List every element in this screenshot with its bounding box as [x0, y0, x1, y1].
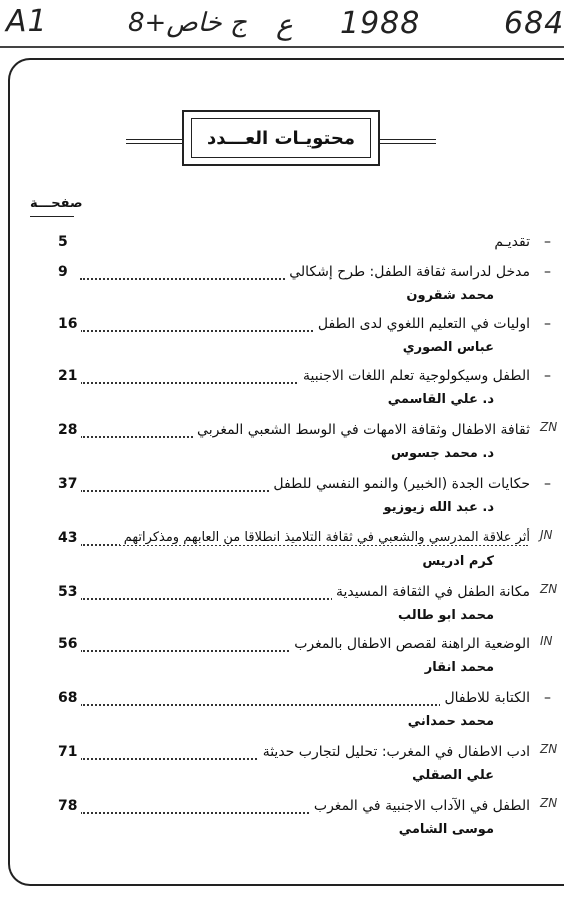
toc-entry	[0, 264, 564, 303]
entry-title: ادب الاطفال في المغرب: تحليل لتجارب حديثة	[259, 744, 530, 760]
toc-entry	[0, 528, 564, 569]
toc-entry	[0, 742, 564, 783]
margin-annotation: ZN	[540, 796, 558, 810]
entry-title: مكانة الطفل في الثقافة المسيدية	[332, 584, 530, 600]
entry-author: محمد شقرون	[406, 288, 494, 303]
entry-dash: –	[544, 368, 551, 384]
entry-page: 28	[58, 422, 81, 438]
entry-author: د. علي القاسمي	[387, 392, 494, 407]
page-column-label: صفحـــة	[30, 196, 83, 211]
entry-page: 68	[58, 690, 81, 706]
handwritten-underline	[0, 46, 564, 48]
entry-title: الكتابة للاطفال	[440, 690, 530, 706]
entry-title: مدخل لدراسة ثقافة الطفل: طرح إشكالي	[285, 264, 530, 280]
toc-entry	[0, 582, 564, 623]
entry-dash: –	[544, 690, 551, 706]
handwritten-category: 8+ج خاص	[128, 8, 247, 38]
title-rule-left-2	[126, 143, 182, 144]
margin-annotation: IN	[540, 634, 553, 648]
entry-page: 9	[58, 264, 72, 280]
entry-author: د. محمد جسوس	[391, 446, 494, 461]
entry-title: ثقافة الاطفال وثقافة الامهات في الوسط الشعبي المغربي	[193, 422, 530, 438]
title-rule-right	[380, 139, 436, 140]
title-rule-right-2	[380, 143, 436, 144]
entry-author: علي الصقلي	[412, 768, 494, 783]
entry-title: اوليات في التعليم اللغوي لدى الطفل	[314, 316, 530, 332]
entry-author: كرم ادريس	[422, 554, 494, 569]
title-rule-left	[126, 139, 182, 140]
toc-entry	[0, 690, 564, 729]
handwritten-number: 684	[504, 6, 564, 41]
handwritten-code-a1: A1	[6, 4, 48, 39]
entry-page: 16	[58, 316, 81, 332]
entry-title: الطفل في الآداب الاجنبية في المغرب	[310, 798, 530, 814]
handwritten-year: 1988	[340, 6, 421, 41]
entry-page: 78	[58, 798, 81, 814]
entry-title: تقديـم	[490, 234, 530, 250]
entry-page: 53	[58, 584, 81, 600]
entry-page: 5	[58, 234, 72, 250]
toc-entry	[0, 316, 564, 355]
toc-entry	[0, 634, 564, 675]
entry-author: موسى الشامي	[398, 822, 494, 837]
entry-title: الطفل وسيكولوجية تعلم اللغات الاجنبية	[299, 368, 530, 384]
entry-page: 21	[58, 368, 81, 384]
entry-dash: –	[544, 476, 551, 492]
margin-annotation: JN	[540, 528, 553, 542]
page-title: محتويـات العـــدد	[191, 118, 371, 158]
entry-author: محمد ابو طالب	[398, 608, 494, 623]
toc-entry	[0, 476, 564, 515]
entry-author: محمد حمداني	[407, 714, 494, 729]
entry-page: 71	[58, 744, 81, 760]
entry-dash: –	[544, 234, 551, 250]
entry-title: حكايات الجدة (الخبير) والنمو النفسي للطفل	[269, 476, 530, 492]
title-box	[182, 110, 380, 166]
entry-page: 43	[58, 530, 81, 546]
entry-page: 56	[58, 636, 81, 652]
entry-author: محمد انقار	[424, 660, 494, 675]
entry-title: أثر علاقة المدرسي والشعبي في ثقافة التلاميذ انطلاقا من العابهم ومذكراتهم	[120, 530, 530, 545]
entry-dash: –	[544, 264, 551, 280]
entry-author: د. عبد الله زيوزيو	[383, 500, 494, 515]
toc-entry	[0, 796, 564, 837]
margin-annotation: ZN	[540, 742, 558, 756]
toc-entry	[0, 368, 564, 407]
toc-entry	[0, 420, 564, 461]
entry-author: عباس الصوري	[402, 340, 494, 355]
title-ornament	[126, 110, 436, 170]
entry-page: 37	[58, 476, 81, 492]
page-label-underline	[30, 216, 74, 217]
margin-annotation: ZN	[540, 420, 558, 434]
handwritten-letter: ع	[276, 8, 293, 41]
entry-dash: –	[544, 316, 551, 332]
margin-annotation: ZN	[540, 582, 558, 596]
entry-title: الوضعية الراهنة لقصص الاطفال بالمغرب	[290, 636, 530, 652]
toc-entry	[0, 234, 564, 256]
